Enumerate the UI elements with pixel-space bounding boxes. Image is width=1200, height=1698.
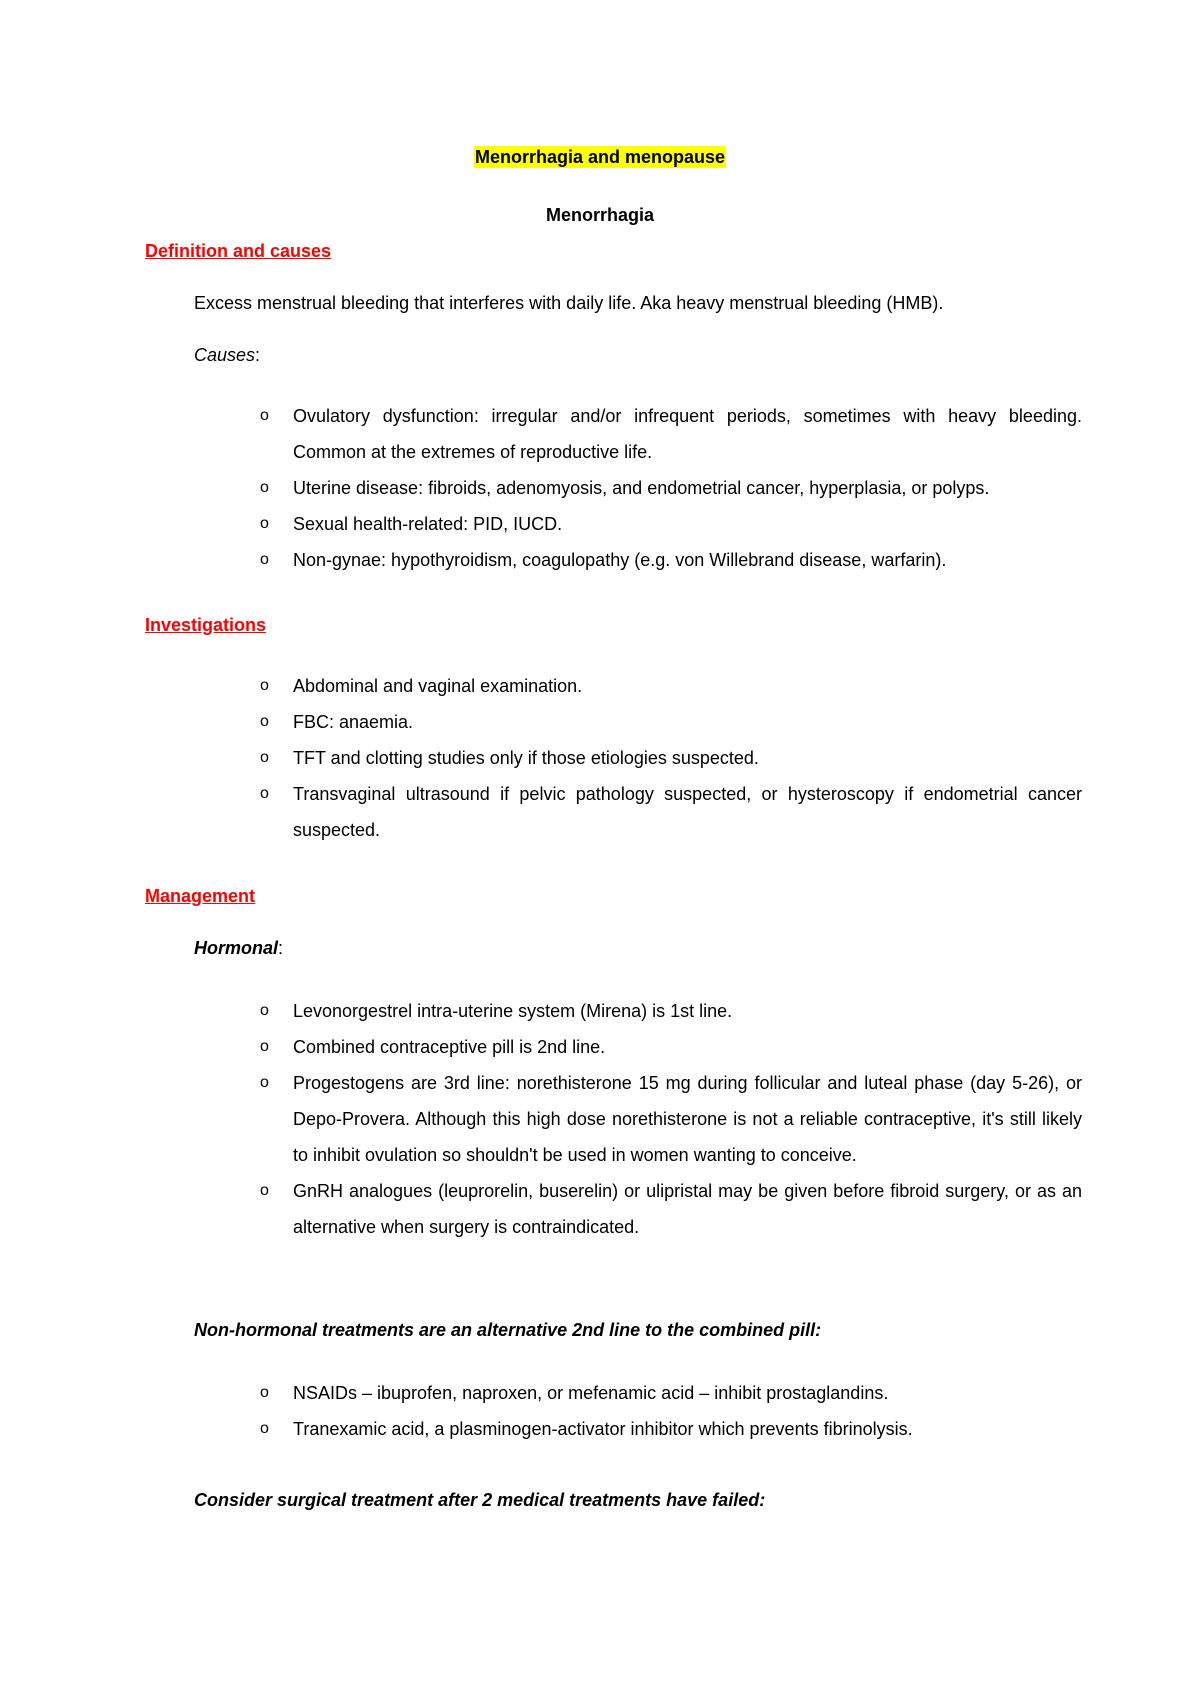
bullet-marker: o	[260, 677, 269, 694]
hormonal-label: Hormonal	[194, 938, 279, 958]
nonhormonal-list	[0, 1375, 1200, 1447]
bullet-marker: o	[260, 1038, 269, 1055]
list-item	[0, 704, 1082, 740]
hormonal-list	[0, 993, 1200, 1245]
bullet-marker: o	[260, 1420, 269, 1437]
causes-list	[0, 398, 1200, 578]
list-item	[0, 740, 1082, 776]
surgical-label: Consider surgical treatment after 2 medical treatments have failed:	[194, 1490, 766, 1510]
list-item-text: Uterine disease: fibroids, adenomyosis, and endometrial cancer, hyperplasia, or polyps.	[293, 478, 990, 498]
heading-definition-and-causes: Definition and causes	[145, 241, 332, 261]
bullet-marker: o	[260, 551, 269, 568]
page-subtitle: Menorrhagia	[545, 205, 655, 225]
list-item	[0, 1411, 1082, 1447]
list-item-text: TFT and clotting studies only if those etiologies suspected.	[293, 748, 759, 768]
bullet-marker: o	[260, 1074, 269, 1091]
causes-label: Causes	[194, 345, 256, 365]
list-item-text: Levonorgestrel intra-uterine system (Mirena) is 1st line.	[293, 1001, 733, 1021]
list-item	[0, 668, 1082, 704]
bullet-marker: o	[260, 515, 269, 532]
list-item-text: Sexual health-related: PID, IUCD.	[293, 514, 563, 534]
list-item-text: Abdominal and vaginal examination.	[293, 676, 583, 696]
list-item-text: Non-gynae: hypothyroidism, coagulopathy (e.g. von Willebrand disease, warfarin).	[293, 550, 947, 570]
list-item	[0, 1029, 1082, 1065]
list-item-text: Progestogens are 3rd line: norethisterone 15 mg during follicular and luteal phase (day 5-26), or Depo-Provera. Although this high dose norethisterone is not a reliable contraceptive, it's still likely to inhibit ovulation so shouldn't be used in women wanting to conceive.	[293, 1073, 1082, 1165]
list-item	[0, 470, 1082, 506]
list-item	[0, 506, 1082, 542]
list-item-text: GnRH analogues (leuprorelin, buserelin) or ulipristal may be given before fibroid surgery, or as an alternative when surgery is contraindicated.	[293, 1181, 1082, 1237]
list-item	[0, 993, 1082, 1029]
causes-colon: :	[255, 345, 261, 365]
list-item	[0, 1173, 1082, 1245]
heading-investigations: Investigations	[145, 615, 267, 635]
title-container	[0, 146, 1200, 168]
bullet-marker: o	[260, 479, 269, 496]
list-item-text: Combined contraceptive pill is 2nd line.	[293, 1037, 606, 1057]
list-item-text: Transvaginal ultrasound if pelvic pathology suspected, or hysteroscopy if endometrial cancer suspected.	[293, 784, 1082, 840]
heading-management: Management	[145, 886, 256, 906]
bullet-marker: o	[260, 1384, 269, 1401]
list-item	[0, 1375, 1082, 1411]
bullet-marker: o	[260, 749, 269, 766]
hormonal-label-line	[194, 937, 283, 959]
bullet-marker: o	[260, 785, 269, 802]
list-item-text: Tranexamic acid, a plasminogen-activator inhibitor which prevents fibrinolysis.	[293, 1419, 913, 1439]
bullet-marker: o	[260, 713, 269, 730]
investigations-list	[0, 668, 1200, 848]
definition-paragraph: Excess menstrual bleeding that interferes with daily life. Aka heavy menstrual bleeding (HMB).	[194, 293, 944, 313]
list-item-text: FBC: anaemia.	[293, 712, 414, 732]
bullet-marker: o	[260, 407, 269, 424]
hormonal-colon: :	[278, 938, 284, 958]
nonhormonal-label: Non-hormonal treatments are an alternative 2nd line to the combined pill:	[194, 1320, 822, 1340]
causes-label-line	[194, 344, 260, 366]
bullet-marker: o	[260, 1182, 269, 1199]
list-item-text: Ovulatory dysfunction: irregular and/or infrequent periods, sometimes with heavy bleeding. Common at the extremes of reproductive life.	[293, 406, 1082, 462]
list-item	[0, 398, 1082, 470]
bullet-marker: o	[260, 1002, 269, 1019]
list-item	[0, 1065, 1082, 1173]
list-item-text: NSAIDs – ibuprofen, naproxen, or mefenamic acid – inhibit prostaglandins.	[293, 1383, 889, 1403]
page-title: Menorrhagia and menopause	[474, 147, 726, 167]
list-item	[0, 776, 1082, 848]
list-item	[0, 542, 1082, 578]
